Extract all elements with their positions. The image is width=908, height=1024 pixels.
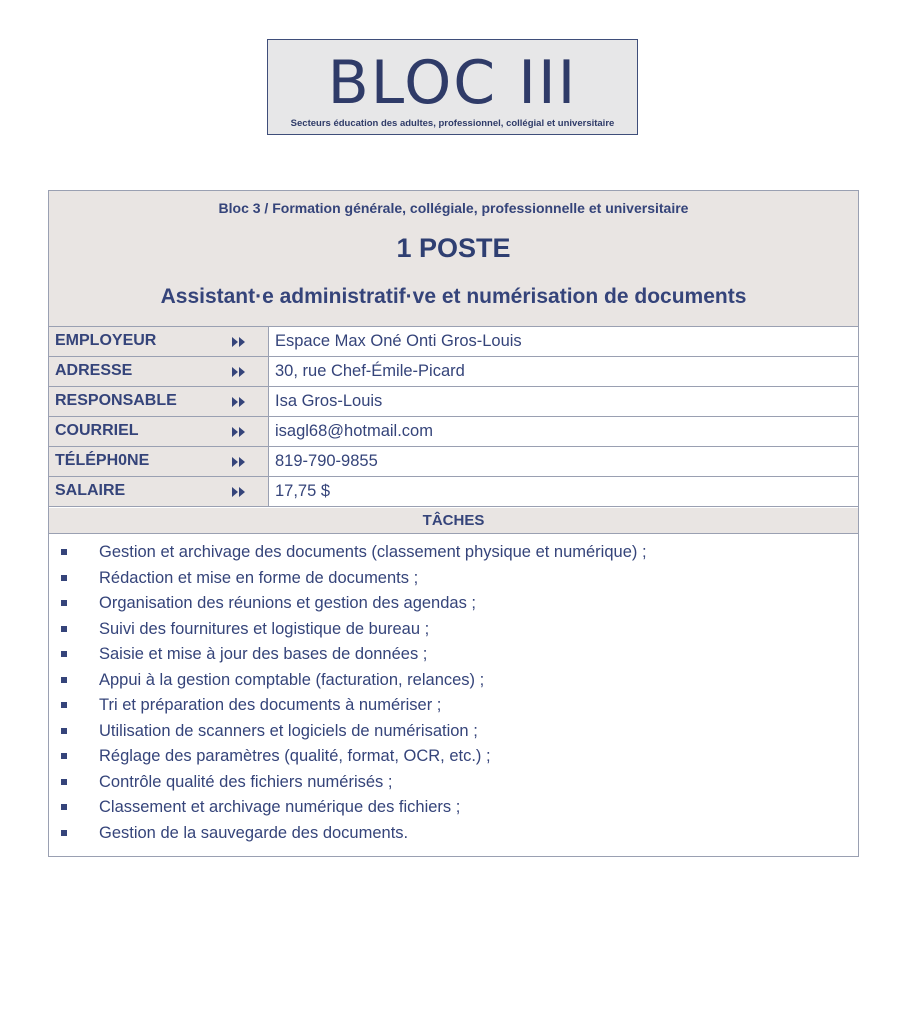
info-row-employeur — [49, 327, 858, 357]
info-row-telephone — [49, 447, 858, 477]
job-posting-panel — [48, 190, 859, 857]
task-text: Utilisation de scanners et logiciels de numérisation ; — [99, 721, 478, 740]
square-bullet-icon — [61, 651, 67, 657]
list-item — [49, 773, 858, 799]
task-list — [49, 543, 858, 849]
list-item — [49, 747, 858, 773]
square-bullet-icon — [61, 779, 67, 785]
info-value: 17,75 $ — [275, 482, 331, 500]
double-chevron-right-icon — [231, 396, 247, 408]
info-table — [49, 327, 858, 507]
info-value: Isa Gros-Louis — [275, 392, 383, 410]
list-item — [49, 594, 858, 620]
list-item — [49, 722, 858, 748]
list-item — [49, 671, 858, 697]
info-row-courriel — [49, 417, 858, 447]
task-text: Gestion de la sauvegarde des documents. — [99, 823, 409, 842]
info-label: TÉLÉPH0NE — [55, 452, 150, 469]
logo-subtitle: Secteurs éducation des adultes, professionnel, collégial et universitaire — [290, 118, 615, 129]
info-row-adresse — [49, 357, 858, 387]
task-text: Saisie et mise à jour des bases de données ; — [99, 645, 428, 663]
square-bullet-icon — [61, 549, 67, 555]
double-chevron-right-icon — [231, 366, 247, 378]
info-label-cell — [49, 417, 269, 446]
square-bullet-icon — [61, 626, 67, 632]
info-label: SALAIRE — [55, 482, 126, 499]
task-text: Gestion et archivage des documents (classement physique et numérique) ; — [99, 543, 647, 561]
task-text: Rédaction et mise en forme de documents ; — [99, 568, 419, 587]
info-value: Espace Max Oné Onti Gros-Louis — [275, 332, 522, 350]
task-text: Suivi des fournitures et logistique de bureau ; — [99, 619, 430, 638]
double-chevron-right-icon — [231, 486, 247, 498]
square-bullet-icon — [61, 575, 67, 581]
task-text: Classement et archivage numérique des fichiers ; — [99, 798, 461, 816]
list-item — [49, 543, 858, 569]
info-label-cell — [49, 477, 269, 506]
list-item — [49, 696, 858, 722]
task-text: Organisation des réunions et gestion des agendas ; — [99, 594, 477, 612]
list-item — [49, 645, 858, 671]
info-value: 30, rue Chef-Émile-Picard — [275, 362, 465, 380]
info-row-salaire — [49, 477, 858, 507]
bloc-logo — [267, 39, 638, 135]
posting-header — [49, 191, 858, 327]
square-bullet-icon — [61, 830, 67, 836]
task-text: Tri et préparation des documents à numériser ; — [99, 696, 442, 714]
logo-title: BLOC III — [327, 48, 578, 118]
task-text: Contrôle qualité des fichiers numérisés ; — [99, 772, 393, 791]
info-label: RESPONSABLE — [55, 392, 177, 409]
list-item — [49, 620, 858, 646]
list-item — [49, 824, 858, 850]
info-label-cell — [49, 327, 269, 356]
info-label-cell — [49, 447, 269, 476]
info-label-cell — [49, 357, 269, 386]
info-label-cell — [49, 387, 269, 416]
task-text: Appui à la gestion comptable (facturation, relances) ; — [99, 670, 485, 689]
info-value: 819-790-9855 — [275, 452, 378, 470]
square-bullet-icon — [61, 753, 67, 759]
job-title: Assistant·e administratif·ve et numérisation de documents — [160, 285, 747, 308]
poste-count: 1 POSTE — [396, 233, 511, 263]
square-bullet-icon — [61, 600, 67, 606]
taches-title: TÂCHES — [422, 512, 485, 529]
info-label: EMPLOYEUR — [55, 332, 157, 349]
info-row-responsable — [49, 387, 858, 417]
square-bullet-icon — [61, 677, 67, 683]
task-text: Réglage des paramètres (qualité, format, OCR, etc.) ; — [99, 747, 491, 765]
list-item — [49, 569, 858, 595]
double-chevron-right-icon — [231, 426, 247, 438]
email-value[interactable]: isagl68@hotmail.com — [275, 422, 433, 440]
double-chevron-right-icon — [231, 456, 247, 468]
double-chevron-right-icon — [231, 336, 247, 348]
square-bullet-icon — [61, 728, 67, 734]
square-bullet-icon — [61, 804, 67, 810]
list-item — [49, 798, 858, 824]
info-label: COURRIEL — [55, 422, 139, 439]
taches-header — [49, 508, 858, 534]
bloc-heading: Bloc 3 / Formation générale, collégiale, professionnelle et universitaire — [218, 200, 689, 216]
info-label: ADRESSE — [55, 362, 133, 379]
square-bullet-icon — [61, 702, 67, 708]
